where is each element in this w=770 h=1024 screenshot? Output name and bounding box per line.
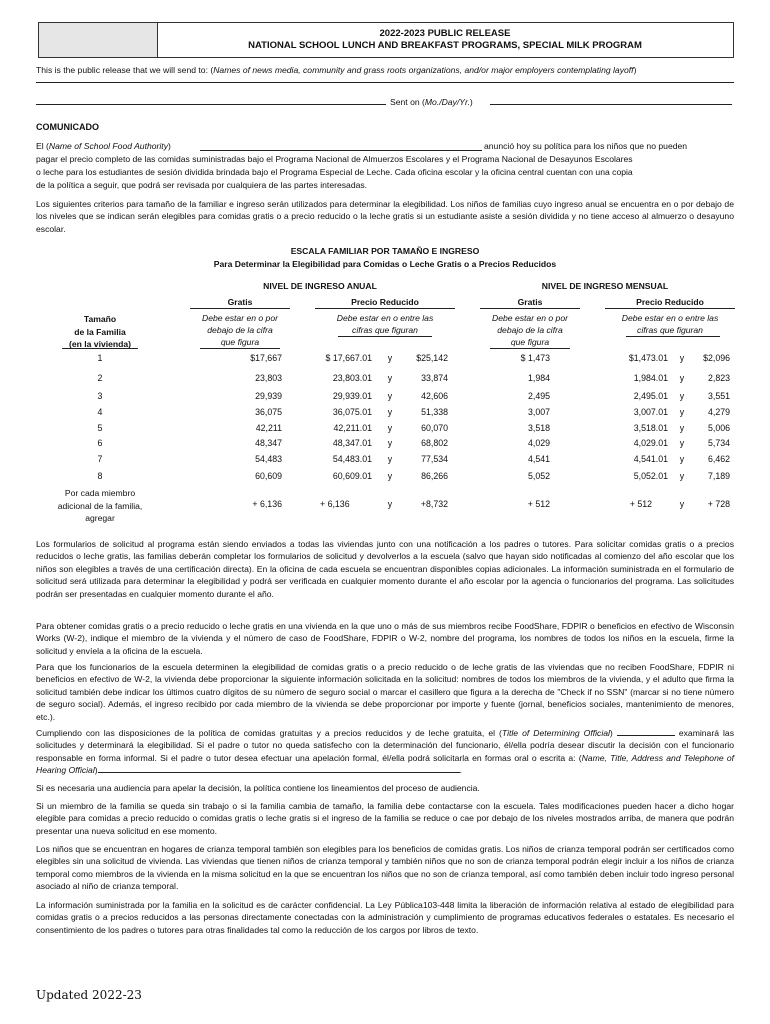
monthly-y-cell: y xyxy=(679,353,685,363)
paragraph-family-change: Si un miembro de la familia se queda sin trabajo o si la familia cambia de tamaño, la familia debe contactarse con la escuela. Tales modificaciones pueden hacer a dicho hogar elegible para comidas a precio reducido o comidas gratis o leche gratis si el ingreso de la familia se reduce o cae por debajo de los niveles mostrados arriba, de manera que podrán presentar una nueva solicitud en ese momento. xyxy=(36,801,734,836)
monthly-reducido-note-underline xyxy=(626,336,720,337)
monthly-free-cell: 3,007 xyxy=(527,407,550,417)
school-authority-blank-line[interactable] xyxy=(200,150,482,151)
additional-monthly-reduced-high: + 728 xyxy=(707,499,730,509)
monthly-reduced-high-cell: 7,189 xyxy=(707,471,730,481)
monthly-y-cell: y xyxy=(679,454,685,464)
monthly-y-cell: y xyxy=(679,438,685,448)
annual-reduced-high-cell: 60,070 xyxy=(421,423,448,433)
footer-updated: Updated 2022-23 xyxy=(36,988,142,1002)
annual-reduced-low-cell: 48,347.01 xyxy=(332,438,372,448)
header-title xyxy=(157,28,733,52)
annual-y-cell: y xyxy=(387,391,393,401)
annual-reducido-heading: Precio Reducido xyxy=(351,297,419,307)
intro-line-3: o leche para los estudiantes de sesión dividida brindada bajo el Programa Especial de Leche. Cada oficina escolar y la oficina central cuentan con una copia xyxy=(36,167,633,177)
header-line-2: NATIONAL SCHOOL LUNCH AND BREAKFAST PROGRAMS, SPECIAL MILK PROGRAM xyxy=(248,40,642,51)
monthly-gratis-note: Debe estar en o por debajo de la cifra que figura xyxy=(492,313,568,348)
intro-lead: El (Name of School Food Authority) xyxy=(36,141,171,151)
table-subtitle: Para Determinar la Elegibilidad para Comidas o Leche Gratis o a Precios Reducidos xyxy=(213,259,557,269)
monthly-reduced-high-cell: 4,279 xyxy=(707,407,730,417)
annual-reducido-note-underline xyxy=(338,336,432,337)
annual-gratis-note: Debe estar en o por debajo de la cifra que figura xyxy=(202,313,278,348)
family-size-header-line-1: Tamaño xyxy=(83,314,117,324)
additional-monthly-free: + 512 xyxy=(527,499,550,509)
monthly-free-cell: $ 1,473 xyxy=(520,353,550,363)
annual-y-cell: y xyxy=(387,423,393,433)
monthly-reduced-high-cell: 6,462 xyxy=(707,454,730,464)
additional-member-label: Por cada miembro adicional de la familia, agregar xyxy=(57,488,143,524)
annual-reduced-low-cell: $ 17,667.01 xyxy=(325,353,372,363)
annual-free-cell: $17,667 xyxy=(250,353,282,363)
family-size-cell: 1 xyxy=(97,353,103,363)
sent-on-label: Sent on (Mo./Day/Yr.) xyxy=(390,97,473,107)
monthly-reduced-high-cell: 5,006 xyxy=(707,423,730,433)
monthly-reduced-low-cell: 4,541.01 xyxy=(633,454,668,464)
monthly-gratis-heading: Gratis xyxy=(517,297,543,307)
annual-gratis-heading: Gratis xyxy=(227,297,253,307)
annual-y-cell: y xyxy=(387,373,393,383)
monthly-free-cell: 2,495 xyxy=(527,391,550,401)
monthly-reduced-high-cell: 2,823 xyxy=(707,373,730,383)
family-size-cell: 8 xyxy=(97,471,103,481)
paragraph-confidentiality: La información suministrada por la familia en la solicitud es de carácter confidencial. La Ley Pública103-448 limita la liberación de información relativa al estado de elegibilidad para comidas gratis o a precios reducidos a las personas directamente conectadas con la administración y cumplimiento de programas educativos federales o estatales. Es necesario el consentimiento de los padres o tutores para otras finalidades tal como la reducción de los cargos por libros de texto. xyxy=(36,900,734,935)
paragraph-eligibility-info: Para que los funcionarios de la escuela determinen la elegibilidad de comidas gratis o a precio reducido o de leche gratis de las viviendas que no reciben FoodShare, FDPIR ni beneficios en efectivo de W-2, la vivienda debe proporcionar la siguiente información solicitada en la solicitud: nombres de todos los miembros de la vivienda, y el adulto que firma la solicitud también debe indicar los últimos cuatro dígitos de su número de seguro social o marcar el casillero que figura a la derecha de "Check if no SSN" (marcar si no tiene número de seguro social). Además, el ingreso recibido por cada miembro de la vivienda se debe proporcionar por importe y fuente (jornal, beneficios sociales, mantenimiento de menores, etc.). xyxy=(36,662,734,722)
table-title: ESCALA FAMILIAR POR TAMAÑO E INGRESO xyxy=(290,246,480,256)
annual-reduced-high-cell: $25,142 xyxy=(416,353,448,363)
monthly-free-cell: 4,541 xyxy=(527,454,550,464)
monthly-gratis-underline xyxy=(480,308,580,309)
additional-annual-reduced-low: + 6,136 xyxy=(320,499,350,509)
annual-free-cell: 42,211 xyxy=(255,423,282,433)
monthly-y-cell: y xyxy=(679,407,685,417)
monthly-income-heading: NIVEL DE INGRESO MENSUAL xyxy=(541,281,669,291)
monthly-free-cell: 1,984 xyxy=(527,373,550,383)
monthly-reduced-high-cell: $2,096 xyxy=(703,353,730,363)
annual-reduced-low-cell: 23,803.01 xyxy=(332,373,372,383)
release-header xyxy=(38,22,734,58)
annual-free-cell: 29,939 xyxy=(255,391,282,401)
intro-line-4: de la política a seguir, que podrá ser revisada por cualquiera de las partes interesadas. xyxy=(36,180,368,190)
hearing-official-blank[interactable] xyxy=(98,764,460,773)
sent-by-blank-line[interactable] xyxy=(36,104,386,105)
family-size-header-line-2: de la Familia xyxy=(74,326,126,337)
annual-free-cell: 54,483 xyxy=(255,454,282,464)
determining-official-blank[interactable] xyxy=(617,727,675,736)
intro-line-2: pagar el precio completo de las comidas suministradas bajo el Programa Nacional de Almuerzos Escolares y el Programa Nacional de Desayunos Escolares xyxy=(36,154,633,164)
family-size-cell: 7 xyxy=(97,454,103,464)
annual-reduced-high-cell: 51,338 xyxy=(421,407,448,417)
family-size-header xyxy=(50,313,150,351)
sent-on-date-line[interactable] xyxy=(490,104,732,105)
header-line-1: 2022-2023 PUBLIC RELEASE xyxy=(379,28,511,39)
paragraph-foster-children: Los niños que se encuentran en hogares de crianza temporal también son elegibles para los beneficios de comidas gratis. Los niños de crianza temporal podrán ser certificados como elegibles sin una solicitud de vivienda. Las viviendas que tienen niños de crianza temporal y también niños que no son de crianza temporal podrán elegir incluir a los niños de crianza temporal como miembros de la vivienda en la misma solicitud en la que se encuentran los niños que no son de crianza temporal, así como también deben incluir todo ingreso personal asociado al niño de crianza temporal. xyxy=(36,844,734,892)
comunicado-heading: COMUNICADO xyxy=(36,122,99,132)
monthly-free-cell: 3,518 xyxy=(527,423,550,433)
annual-y-cell: y xyxy=(387,454,393,464)
annual-reduced-high-cell: 77,534 xyxy=(421,454,448,464)
family-size-cell: 2 xyxy=(97,373,103,383)
additional-annual-y: y xyxy=(387,499,393,509)
annual-reduced-low-cell: 29,939.01 xyxy=(332,391,372,401)
annual-free-cell: 60,609 xyxy=(255,471,282,481)
annual-reduced-high-cell: 86,266 xyxy=(421,471,448,481)
annual-reduced-high-cell: 68,802 xyxy=(421,438,448,448)
monthly-reduced-low-cell: 2,495.01 xyxy=(633,391,668,401)
intro-line-1-end: anunció hoy su política para los niños que no pueden xyxy=(484,141,688,151)
annual-y-cell: y xyxy=(387,407,393,417)
criteria-paragraph: Los siguientes criterios para tamaño de la familiar e ingreso serán utilizados para determinar la elegibilidad. Los niños de familias cuyo ingreso anual se encuentra en o por debajo de los niveles que se indican serán elegibles para comidas gratis o a precio reducido o la leche gratis si un estudiante asiste a sesión dividida y no tiene acceso al almuerzo o desayuno escolar. xyxy=(36,199,734,234)
annual-free-cell: 23,803 xyxy=(255,373,282,383)
family-size-cell: 4 xyxy=(97,407,103,417)
additional-annual-reduced-high: +8,732 xyxy=(420,499,448,509)
annual-reduced-low-cell: 60,609.01 xyxy=(332,471,372,481)
monthly-y-cell: y xyxy=(679,423,685,433)
monthly-free-cell: 5,052 xyxy=(527,471,550,481)
monthly-reduced-low-cell: 4,029.01 xyxy=(633,438,668,448)
annual-reduced-low-cell: 36,075.01 xyxy=(332,407,372,417)
paragraph-application-forms: Los formularios de solicitud al programa están siendo enviados a todas las viviendas junto con una notificación a los padres o tutores. Para solicitar comidas gratis o a precios reducidos o leche gratis, las familias deberán completar los formularios de solicitud y devolverlos a la escuela (salvo que hayan sido notificadas al comienzo del año escolar que los niños son elegibles a través de una certificación directa). En la oficina de cada escuela se encuentran disponibles copias adicionales. La información suministrada en el formulario de solicitud será utilizada para determinar la elegibilidad y podrá ser verificada en cualquier momento durante el año escolar por la agencia o funcionarios del programa. Las solicitudes podrán ser presentadas en cualquier momento durante el año. xyxy=(36,539,734,599)
family-size-header-line-3: (en la vivienda) xyxy=(68,339,132,350)
annual-reduced-low-cell: 42,211.01 xyxy=(333,423,372,433)
monthly-y-cell: y xyxy=(679,391,685,401)
paragraph-foodshare: Para obtener comidas gratis o a precio reducido o leche gratis en una vivienda en la que uno o más de sus miembros recibe FoodShare, FDPIR o beneficios en efectivo de Wisconsin Works (W-2), indique el miembro de la vivienda y el número de caso de FoodShare, FDPIR o W-2, nombre del programa, los nombres de todos los niños en la escuela, firme la solicitud y envíela a la oficina de la escuela. xyxy=(36,621,734,656)
monthly-y-cell: y xyxy=(679,471,685,481)
annual-gratis-note-underline xyxy=(200,348,280,349)
send-to-label: This is the public release that we will send to: (Names of news media, community and grass roots organizations, and/or major employers contemplating layoff) xyxy=(36,65,637,75)
monthly-reduced-high-cell: 5,734 xyxy=(707,438,730,448)
paragraph-hearing: Si es necesaria una audiencia para apelar la decisión, la política contiene los lineamientos del proceso de audiencia. xyxy=(36,783,480,793)
monthly-gratis-note-underline xyxy=(490,348,570,349)
annual-y-cell: y xyxy=(387,353,393,363)
annual-reducido-note: Debe estar en o entre las cifras que figuran xyxy=(336,313,434,336)
monthly-reduced-high-cell: 3,551 xyxy=(707,391,730,401)
monthly-reducido-underline xyxy=(605,308,735,309)
monthly-reducido-note: Debe estar en o entre las cifras que figuran xyxy=(621,313,719,336)
annual-reduced-low-cell: 54,483.01 xyxy=(332,454,372,464)
additional-monthly-y: y xyxy=(679,499,685,509)
annual-free-cell: 36,075 xyxy=(255,407,282,417)
monthly-reduced-low-cell: 5,052.01 xyxy=(633,471,668,481)
annual-reducido-underline xyxy=(315,308,455,309)
monthly-reduced-low-cell: 3,007.01 xyxy=(633,407,668,417)
annual-reduced-high-cell: 42,606 xyxy=(421,391,448,401)
monthly-reducido-heading: Precio Reducido xyxy=(636,297,704,307)
annual-free-cell: 48,347 xyxy=(255,438,282,448)
monthly-reduced-low-cell: 3,518.01 xyxy=(633,423,668,433)
monthly-reduced-low-cell: $1,473.01 xyxy=(628,353,668,363)
monthly-reduced-low-cell: 1,984.01 xyxy=(633,373,668,383)
annual-y-cell: y xyxy=(387,438,393,448)
annual-gratis-underline xyxy=(190,308,290,309)
send-to-blank-line[interactable] xyxy=(36,82,734,83)
paragraph-determining-official: Cumpliendo con las disposiciones de la política de comidas gratuitas y a precios reducidos y de leche gratuita, el (Title of Determining Official) examinará las solicitudes y determinará la elegibilidad. Si el padre o tutor no queda satisfecho con la determinación del funcionario, él/ella podría desear discutir la decisión con el funcionario responsable en forma informal. Si el padre o tutor desea efectuar una apelación formal, él/ella podrá solicitarla en formas oral o escrita a: (Name, Title, Address and Telephone of Hearing Official) . xyxy=(36,728,734,776)
monthly-y-cell: y xyxy=(679,373,685,383)
family-size-cell: 3 xyxy=(97,391,103,401)
family-size-cell: 6 xyxy=(97,438,103,448)
annual-y-cell: y xyxy=(387,471,393,481)
annual-reduced-high-cell: 33,874 xyxy=(421,373,448,383)
additional-monthly-reduced-low: + 512 xyxy=(629,499,652,509)
additional-annual-free: + 6,136 xyxy=(252,499,282,509)
header-shade xyxy=(39,23,158,57)
family-size-underline xyxy=(62,348,138,349)
annual-income-heading: NIVEL DE INGRESO ANUAL xyxy=(263,281,377,291)
monthly-free-cell: 4,029 xyxy=(527,438,550,448)
family-size-cell: 5 xyxy=(97,423,103,433)
